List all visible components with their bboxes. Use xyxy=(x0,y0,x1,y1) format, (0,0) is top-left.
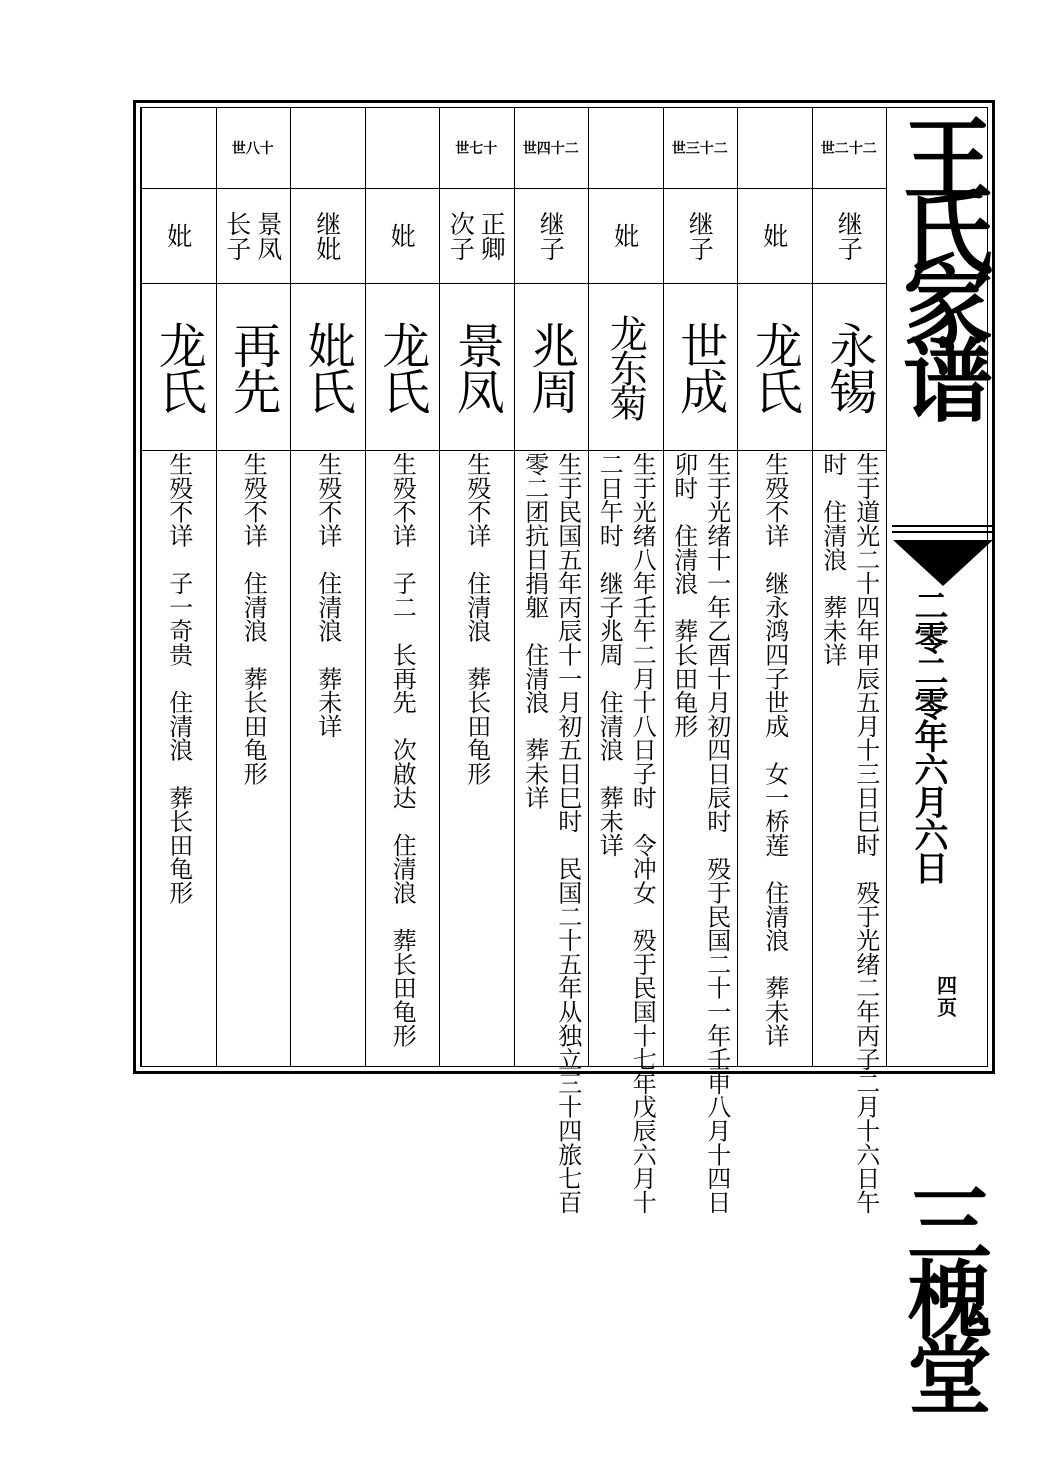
relation-label xyxy=(514,188,589,283)
biography xyxy=(812,452,887,1214)
biography xyxy=(290,452,365,1064)
generation-label: 世七十 xyxy=(455,141,498,157)
person-name-text: 龙氏 xyxy=(150,320,207,413)
genealogy-title: 王氏家谱 xyxy=(887,112,993,408)
biography xyxy=(216,452,291,1064)
relation-lines xyxy=(760,223,789,248)
person-name xyxy=(812,283,887,450)
relation-label xyxy=(812,188,887,283)
page-number: 四页 xyxy=(933,975,958,1019)
relation-label xyxy=(737,188,812,283)
person-name-text: 龙氏 xyxy=(373,320,430,413)
person-name-text: 兆周 xyxy=(522,320,579,413)
relation-lines xyxy=(834,211,863,261)
biography-lines xyxy=(816,452,882,1214)
person-name xyxy=(439,283,514,450)
person-name-text: 景凤 xyxy=(448,320,505,413)
biography-text: 生于道光二十四年甲辰五月十三日巳时 殁于光绪二年丙子二月十六日午 xyxy=(851,452,880,1214)
person-name xyxy=(141,283,216,450)
biography-text: 生殁不详 继永鸿四子世成 女一桥莲 住清浪 葬未详 xyxy=(760,452,789,1048)
biography-lines xyxy=(592,452,658,1214)
relation-text: 妣 xyxy=(759,223,789,248)
relation-label xyxy=(216,188,291,283)
relation-label xyxy=(439,188,514,283)
title-rule xyxy=(892,525,992,527)
biography-lines xyxy=(667,452,733,1214)
generation-label xyxy=(141,108,216,188)
relation-text: 继子 xyxy=(834,210,864,261)
biography-text: 生殁不详 子一奇贵 住清浪 葬长田龟形 xyxy=(164,452,193,905)
relation-text: 次子 xyxy=(446,210,476,261)
generation-label: 世八十 xyxy=(231,141,274,157)
biography-text: 生于光绪十一年乙酉十月初四日辰时 殁于民国二十一年壬申八月十四日 xyxy=(702,452,731,1214)
biography-text: 二日午时 继子兆周 住清浪 葬未详 xyxy=(595,452,624,857)
biography-lines xyxy=(518,452,584,1214)
relation-label xyxy=(141,188,216,283)
relation-label xyxy=(588,188,663,283)
biography xyxy=(663,452,738,1214)
generation-label: 世三十二 xyxy=(671,141,728,157)
genealogy-column xyxy=(737,108,812,1066)
biography-text: 生殁不详 住清浪 葬长田龟形 xyxy=(239,452,268,786)
relation-text: 景凤 xyxy=(253,210,283,261)
biography-text: 零二团抗日捐躯 住清浪 葬未详 xyxy=(520,452,549,810)
person-name xyxy=(663,283,738,450)
hall-name: 三槐堂 xyxy=(894,1180,993,1408)
relation-text: 妣 xyxy=(387,223,417,248)
biography-lines xyxy=(236,452,269,1064)
relation-label xyxy=(290,188,365,283)
genealogy-table xyxy=(141,108,886,1214)
generation-label: 世四十二 xyxy=(522,141,579,157)
relation-lines xyxy=(611,223,640,248)
person-name-text: 龙氏 xyxy=(746,320,803,413)
biography-lines xyxy=(385,452,418,1064)
title-rule xyxy=(892,531,992,533)
person-name xyxy=(514,283,589,450)
genealogy-column xyxy=(588,108,663,1214)
relation-text: 继子 xyxy=(685,210,715,261)
biography-text: 生于光绪八年壬午二月十八日子时 令冲女 殁于民国十七年戊辰六月十 xyxy=(628,452,657,1214)
biography-lines xyxy=(460,452,493,1064)
relation-lines xyxy=(387,223,416,248)
person-name xyxy=(365,283,440,450)
relation-lines xyxy=(685,211,714,261)
biography xyxy=(365,452,440,1064)
genealogy-column xyxy=(290,108,365,1066)
biography-text: 生殁不详 子二 长再先 次啟达 住清浪 葬长田龟形 xyxy=(388,452,417,1048)
person-name xyxy=(216,283,291,450)
biography xyxy=(737,452,812,1064)
genealogy-column xyxy=(514,108,589,1214)
relation-label xyxy=(365,188,440,283)
relation-lines xyxy=(313,211,342,261)
biography-lines xyxy=(162,452,195,1064)
genealogy-column xyxy=(663,108,738,1214)
biography-text: 生殁不详 住清浪 葬未详 xyxy=(313,452,342,738)
person-name xyxy=(588,283,663,450)
biography-text: 生于民国五年丙辰十一月初五日巳时 民国二十五年从独立三十四旅七百 xyxy=(553,452,582,1214)
genealogy-column xyxy=(365,108,440,1066)
genealogy-column xyxy=(141,108,216,1066)
biography-text: 生殁不详 住清浪 葬长田龟形 xyxy=(462,452,491,786)
genealogy-column xyxy=(812,108,887,1214)
relation-lines xyxy=(536,211,565,261)
biography-text: 卯时 住清浪 葬长田龟形 xyxy=(669,452,698,738)
relation-text: 妣 xyxy=(163,223,193,248)
biography xyxy=(588,452,663,1214)
relation-text: 继妣 xyxy=(312,210,342,261)
relation-text: 正卿 xyxy=(477,210,507,261)
person-name-text: 妣氏 xyxy=(299,320,356,413)
compile-date: 二零二零年六月六日 xyxy=(908,588,948,884)
genealogy-column xyxy=(216,108,291,1066)
relation-label xyxy=(663,188,738,283)
person-name xyxy=(737,283,812,450)
genealogy-column xyxy=(439,108,514,1066)
biography-lines xyxy=(311,452,344,1064)
biography xyxy=(141,452,216,1064)
person-name-text: 永锡 xyxy=(820,320,877,413)
relation-text: 长子 xyxy=(222,210,252,261)
person-name-text: 再先 xyxy=(224,320,281,413)
relation-lines xyxy=(223,211,283,261)
biography-text: 时 住清浪 葬未详 xyxy=(818,452,847,667)
generation-label xyxy=(588,108,663,188)
person-name-text: 龙东菊 xyxy=(603,314,648,419)
biography-lines xyxy=(758,452,791,1064)
triangle-ornament xyxy=(893,540,993,586)
relation-text: 继子 xyxy=(536,210,566,261)
generation-label xyxy=(365,108,440,188)
generation-label xyxy=(290,108,365,188)
biography xyxy=(439,452,514,1064)
relation-lines xyxy=(446,211,506,261)
generation-label xyxy=(737,108,812,188)
generation-label: 世二十二 xyxy=(820,141,877,157)
biography xyxy=(514,452,589,1214)
person-name xyxy=(290,283,365,450)
relation-text: 妣 xyxy=(610,223,640,248)
relation-lines xyxy=(164,223,193,248)
person-name-text: 世成 xyxy=(671,320,728,413)
